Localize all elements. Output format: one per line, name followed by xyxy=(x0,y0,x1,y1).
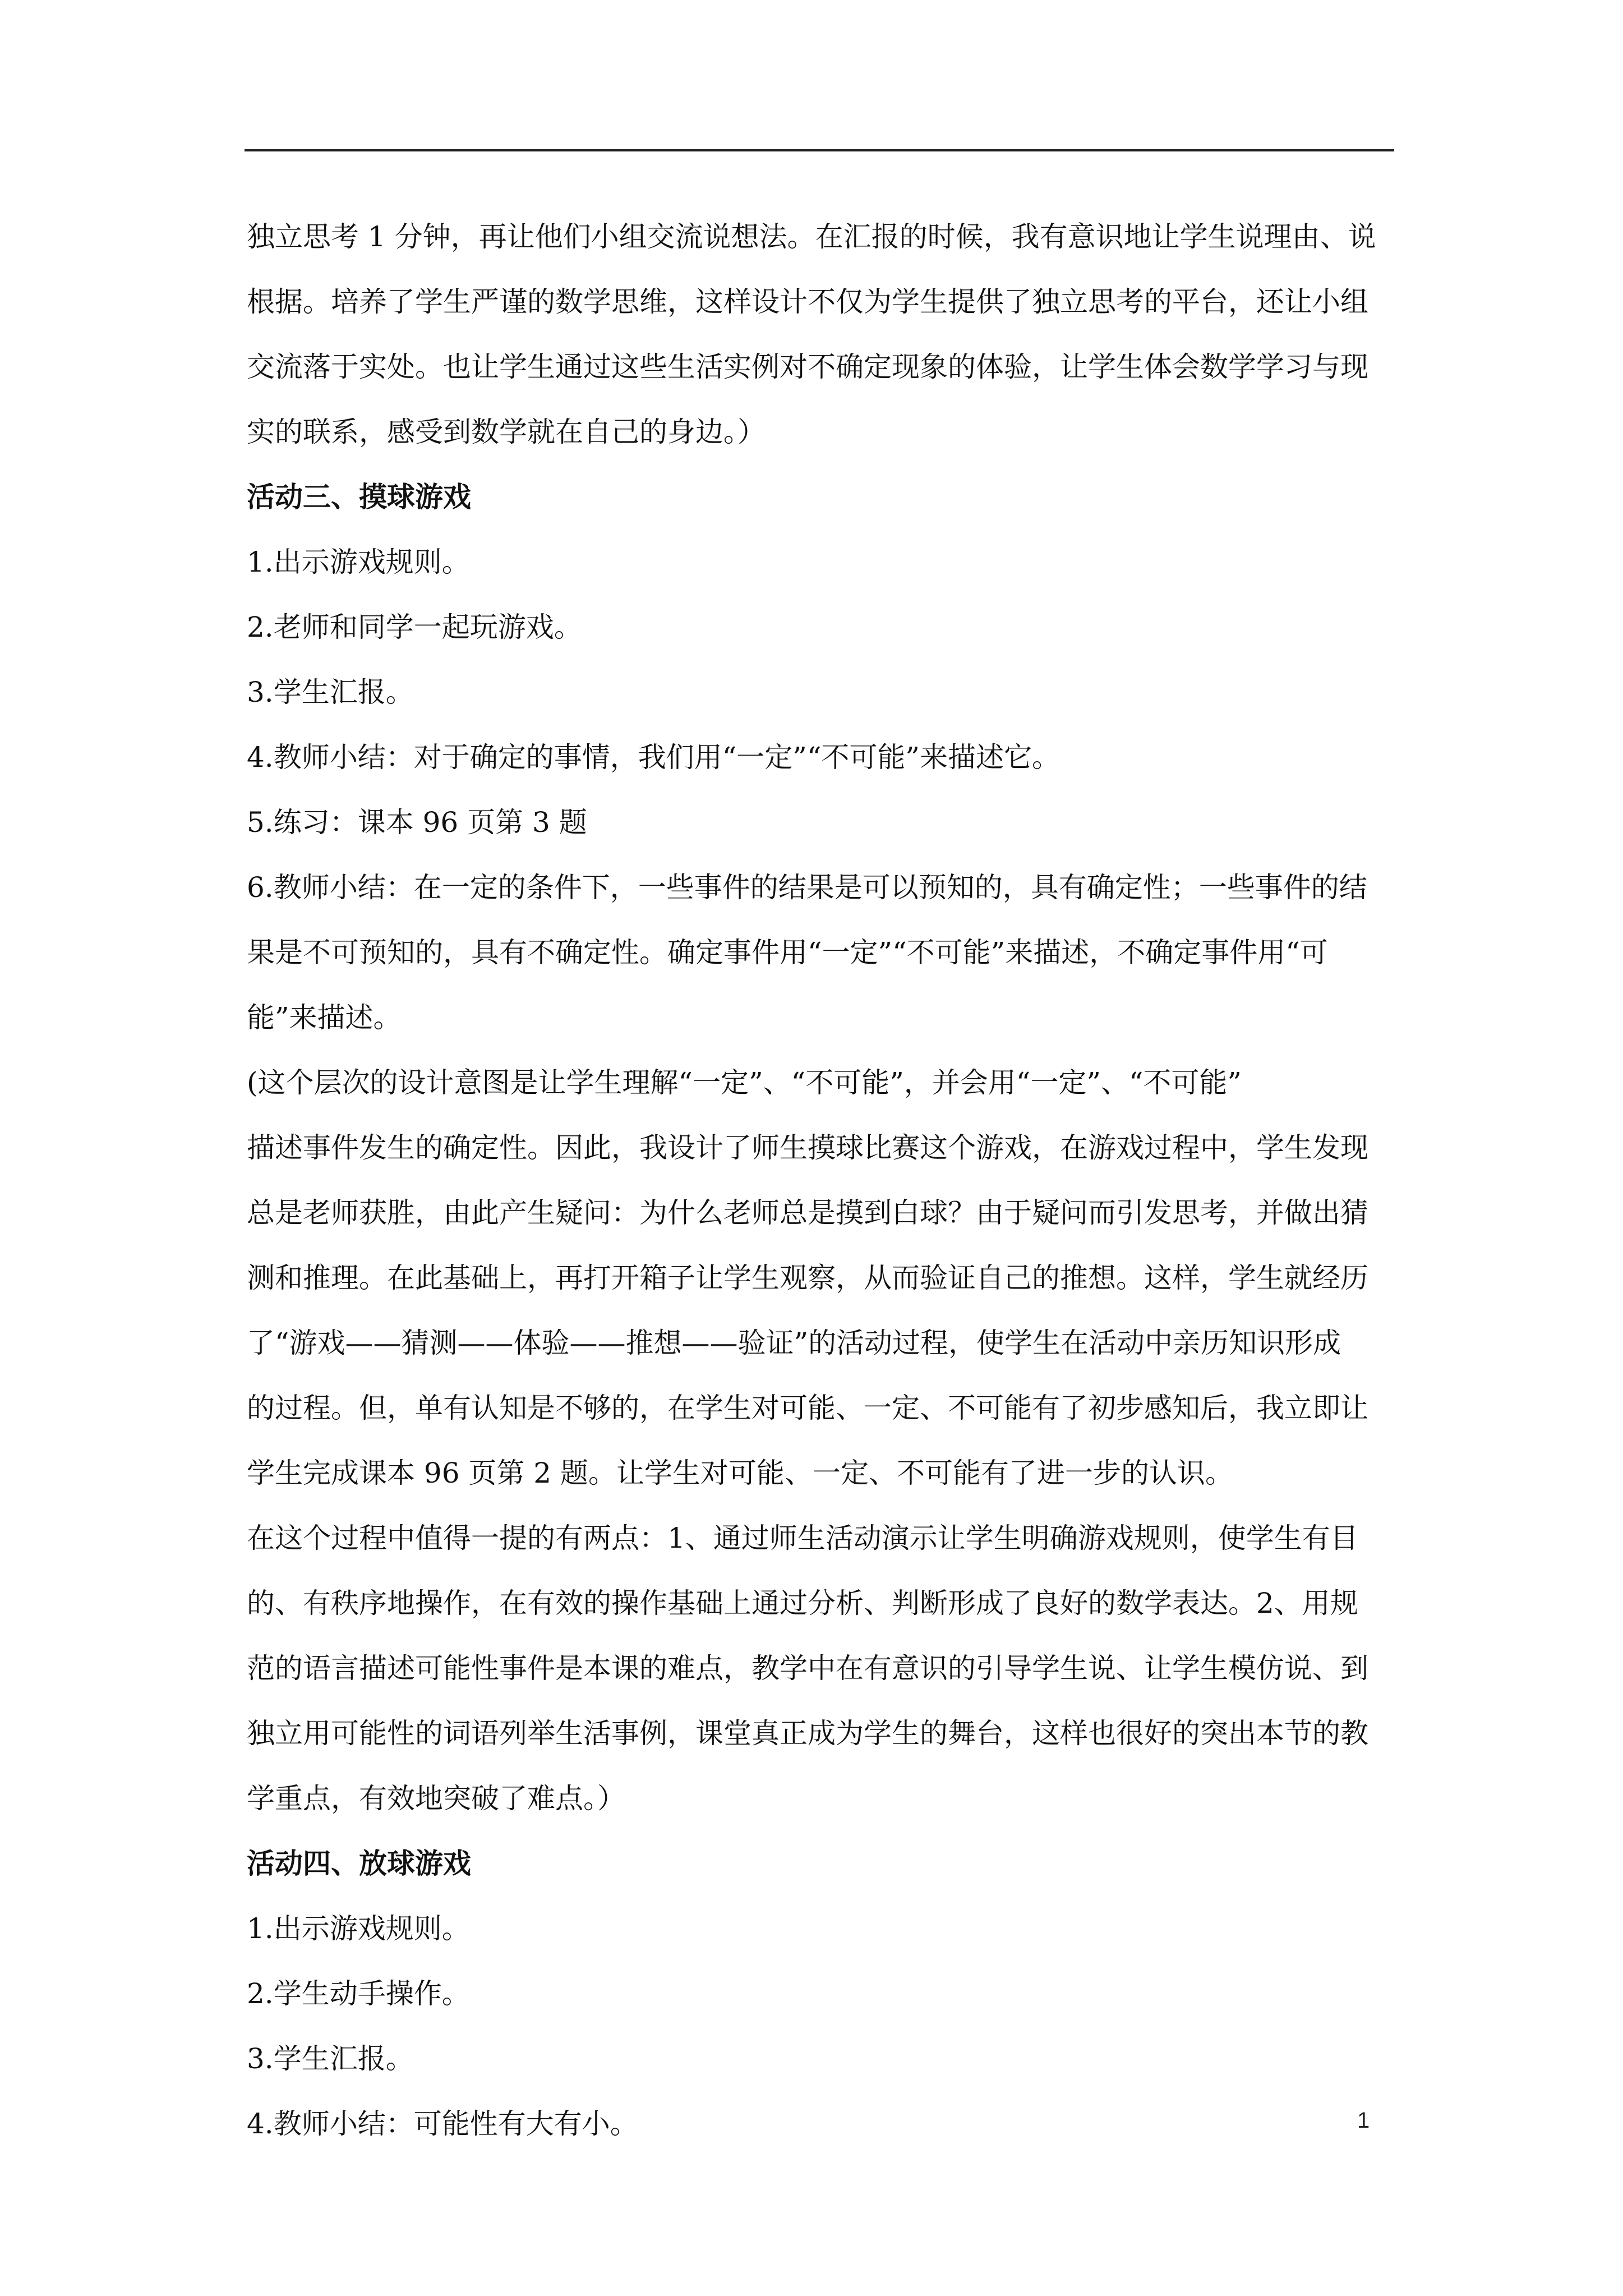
paragraph-line: (这个层次的设计意图是让学生理解“一定”、“不可能”，并会用“一定”、“不可能” xyxy=(247,1066,1242,1099)
list-item: 3.学生汇报。 xyxy=(247,2042,414,2075)
paragraph-line: 根据。培养了学生严谨的数学思维，这样设计不仅为学生提供了独立思考的平台，还让小组 xyxy=(247,286,1368,318)
list-item: 2.老师和同学一起玩游戏。 xyxy=(247,611,582,643)
paragraph-line: 能”来描述。 xyxy=(247,1001,402,1034)
section-heading-activity-4: 活动四、放球游戏 xyxy=(247,1847,471,1880)
paragraph-line: 描述事件发生的确定性。因此，我设计了师生摸球比赛这个游戏，在游戏过程中，学生发现 xyxy=(247,1131,1368,1164)
page-number: 1 xyxy=(1357,2108,1370,2133)
paragraph-line: 的过程。但，单有认知是不够的，在学生对可能、一定、不可能有了初步感知后，我立即让 xyxy=(247,1392,1368,1424)
list-item: 4.教师小结：对于确定的事情，我们用“一定”“不可能”来描述它。 xyxy=(247,741,1060,774)
paragraph-line: 总是老师获胜，由此产生疑问：为什么老师总是摸到白球？由于疑问而引发思考，并做出猜 xyxy=(247,1197,1368,1229)
paragraph-line: 果是不可预知的，具有不确定性。确定事件用“一定”“不可能”来描述，不确定事件用“可 xyxy=(247,936,1328,969)
paragraph-line: 学重点，有效地突破了难点。） xyxy=(247,1782,625,1815)
paragraph-line: 范的语言描述可能性事件是本课的难点，教学中在有意识的引导学生说、让学生模仿说、到 xyxy=(247,1652,1368,1685)
paragraph-line: 实的联系，感受到数学就在自己的身边。） xyxy=(247,416,766,448)
list-item: 1.出示游戏规则。 xyxy=(247,1912,470,1945)
list-item: 4.教师小结：可能性有大有小。 xyxy=(247,2108,638,2140)
paragraph-line: 独立思考 1 分钟，再让他们小组交流说想法。在汇报的时候，我有意识地让学生说理由、说 xyxy=(247,220,1376,253)
paragraph-line: 独立用可能性的词语列举生活事例，课堂真正成为学生的舞台，这样也很好的突出本节的教 xyxy=(247,1717,1368,1750)
list-item: 6.教师小结：在一定的条件下，一些事件的结果是可以预知的，具有确定性；一些事件的结 xyxy=(247,871,1367,904)
paragraph-line: 交流落于实处。也让学生通过这些生活实例对不确定现象的体验，让学生体会数学学习与现 xyxy=(247,351,1368,383)
section-heading-activity-3: 活动三、摸球游戏 xyxy=(247,480,471,513)
list-item: 1.出示游戏规则。 xyxy=(247,546,470,578)
list-item: 5.练习：课本 96 页第 3 题 xyxy=(247,806,587,839)
paragraph-line: 学生完成课本 96 页第 2 题。让学生对可能、一定、不可能有了进一步的认识。 xyxy=(247,1457,1234,1489)
paragraph-line: 的、有秩序地操作，在有效的操作基础上通过分析、判断形成了良好的数学表达。2、用规 xyxy=(247,1587,1358,1619)
header-rule xyxy=(245,149,1394,151)
paragraph-line: 测和推理。在此基础上，再打开箱子让学生观察，从而验证自己的推想。这样，学生就经历 xyxy=(247,1262,1368,1294)
document-body xyxy=(247,204,1396,2156)
list-item: 3.学生汇报。 xyxy=(247,676,414,708)
list-item: 2.学生动手操作。 xyxy=(247,1977,470,2010)
paragraph-line: 了“游戏——猜测——体验——推想——验证”的活动过程，使学生在活动中亲历知识形成 xyxy=(247,1327,1341,1359)
paragraph-line: 在这个过程中值得一提的有两点：1、通过师生活动演示让学生明确游戏规则，使学生有目 xyxy=(247,1522,1358,1554)
